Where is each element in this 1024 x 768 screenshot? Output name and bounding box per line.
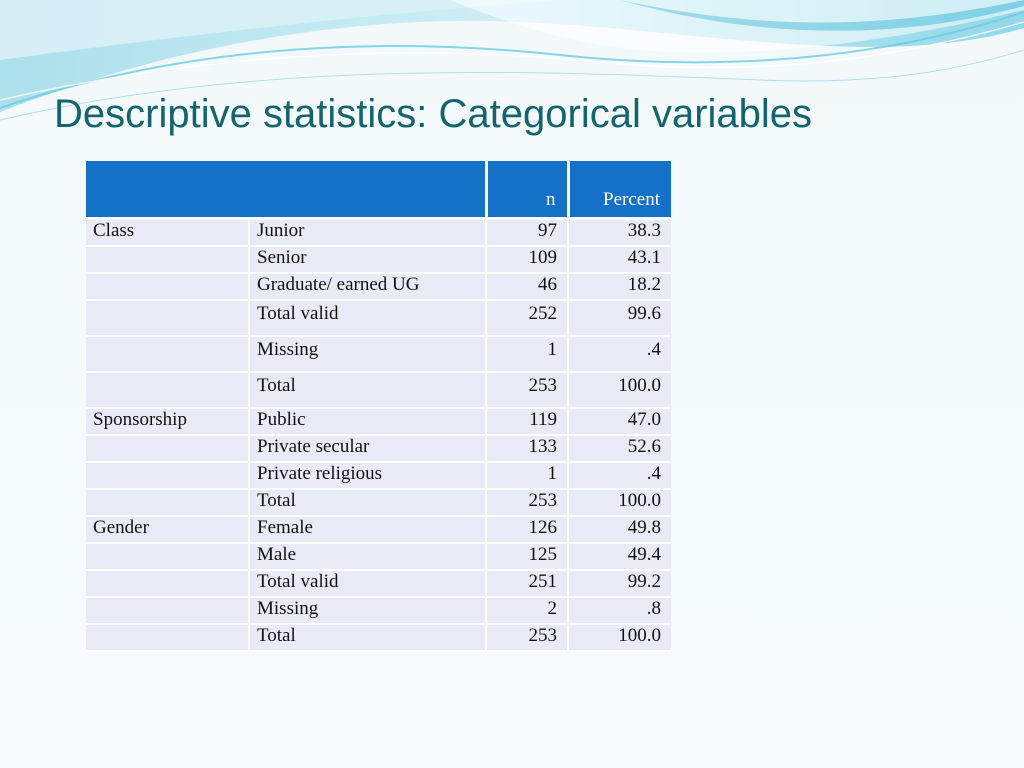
n-cell: 253 xyxy=(486,489,568,516)
category-cell: Total valid xyxy=(249,570,486,597)
table-row xyxy=(86,435,671,462)
header-row xyxy=(86,161,671,219)
percent-cell: 38.3 xyxy=(568,219,671,247)
category-cell: Junior xyxy=(249,219,486,247)
group-cell xyxy=(86,372,249,408)
percent-cell: 99.2 xyxy=(568,570,671,597)
category-cell: Missing xyxy=(249,336,486,372)
table-header xyxy=(86,161,671,219)
percent-cell: 52.6 xyxy=(568,435,671,462)
category-cell: Total xyxy=(249,372,486,408)
slide-title: Descriptive statistics: Categorical variables xyxy=(54,92,813,136)
category-cell: Graduate/ earned UG xyxy=(249,273,486,300)
table-row xyxy=(86,462,671,489)
percent-cell: 100.0 xyxy=(568,489,671,516)
n-cell: 1 xyxy=(486,336,568,372)
table-row xyxy=(86,570,671,597)
percent-cell: 49.8 xyxy=(568,516,671,543)
table-row xyxy=(86,336,671,372)
group-cell xyxy=(86,624,249,651)
n-cell: 251 xyxy=(486,570,568,597)
table-row xyxy=(86,543,671,570)
group-cell xyxy=(86,300,249,336)
n-cell: 109 xyxy=(486,246,568,273)
group-cell xyxy=(86,246,249,273)
group-cell xyxy=(86,597,249,624)
categorical-statistics-table xyxy=(86,161,671,652)
percent-cell: 47.0 xyxy=(568,408,671,435)
group-cell xyxy=(86,489,249,516)
table-row xyxy=(86,597,671,624)
category-cell: Private religious xyxy=(249,462,486,489)
n-cell: 133 xyxy=(486,435,568,462)
table-row xyxy=(86,408,671,435)
n-cell: 125 xyxy=(486,543,568,570)
percent-cell: 18.2 xyxy=(568,273,671,300)
group-cell xyxy=(86,462,249,489)
table-row xyxy=(86,300,671,336)
group-cell xyxy=(86,273,249,300)
category-cell: Public xyxy=(249,408,486,435)
group-cell xyxy=(86,543,249,570)
percent-cell: 99.6 xyxy=(568,300,671,336)
percent-cell: 43.1 xyxy=(568,246,671,273)
table-row xyxy=(86,246,671,273)
table-row xyxy=(86,372,671,408)
n-cell: 126 xyxy=(486,516,568,543)
category-cell: Private secular xyxy=(249,435,486,462)
n-cell: 2 xyxy=(486,597,568,624)
n-cell: 119 xyxy=(486,408,568,435)
category-cell: Total xyxy=(249,624,486,651)
n-cell: 253 xyxy=(486,624,568,651)
percent-cell: 100.0 xyxy=(568,624,671,651)
n-cell: 253 xyxy=(486,372,568,408)
category-cell: Senior xyxy=(249,246,486,273)
category-cell: Total xyxy=(249,489,486,516)
percent-cell: 49.4 xyxy=(568,543,671,570)
table-row xyxy=(86,516,671,543)
n-cell: 252 xyxy=(486,300,568,336)
header-n: n xyxy=(486,161,568,219)
percent-cell: .8 xyxy=(568,597,671,624)
category-cell: Missing xyxy=(249,597,486,624)
table-row xyxy=(86,489,671,516)
group-cell xyxy=(86,570,249,597)
category-cell: Male xyxy=(249,543,486,570)
percent-cell: .4 xyxy=(568,336,671,372)
header-variable-cell xyxy=(86,161,486,219)
n-cell: 97 xyxy=(486,219,568,247)
table-body xyxy=(86,219,671,652)
group-cell xyxy=(86,336,249,372)
percent-cell: 100.0 xyxy=(568,372,671,408)
group-cell: Sponsorship xyxy=(86,408,249,435)
n-cell: 1 xyxy=(486,462,568,489)
table-row xyxy=(86,219,671,247)
header-percent: Percent xyxy=(568,161,671,219)
category-cell: Female xyxy=(249,516,486,543)
table-row xyxy=(86,273,671,300)
group-cell xyxy=(86,435,249,462)
group-cell: Class xyxy=(86,219,249,247)
n-cell: 46 xyxy=(486,273,568,300)
table-row xyxy=(86,624,671,651)
category-cell: Total valid xyxy=(249,300,486,336)
group-cell: Gender xyxy=(86,516,249,543)
percent-cell: .4 xyxy=(568,462,671,489)
